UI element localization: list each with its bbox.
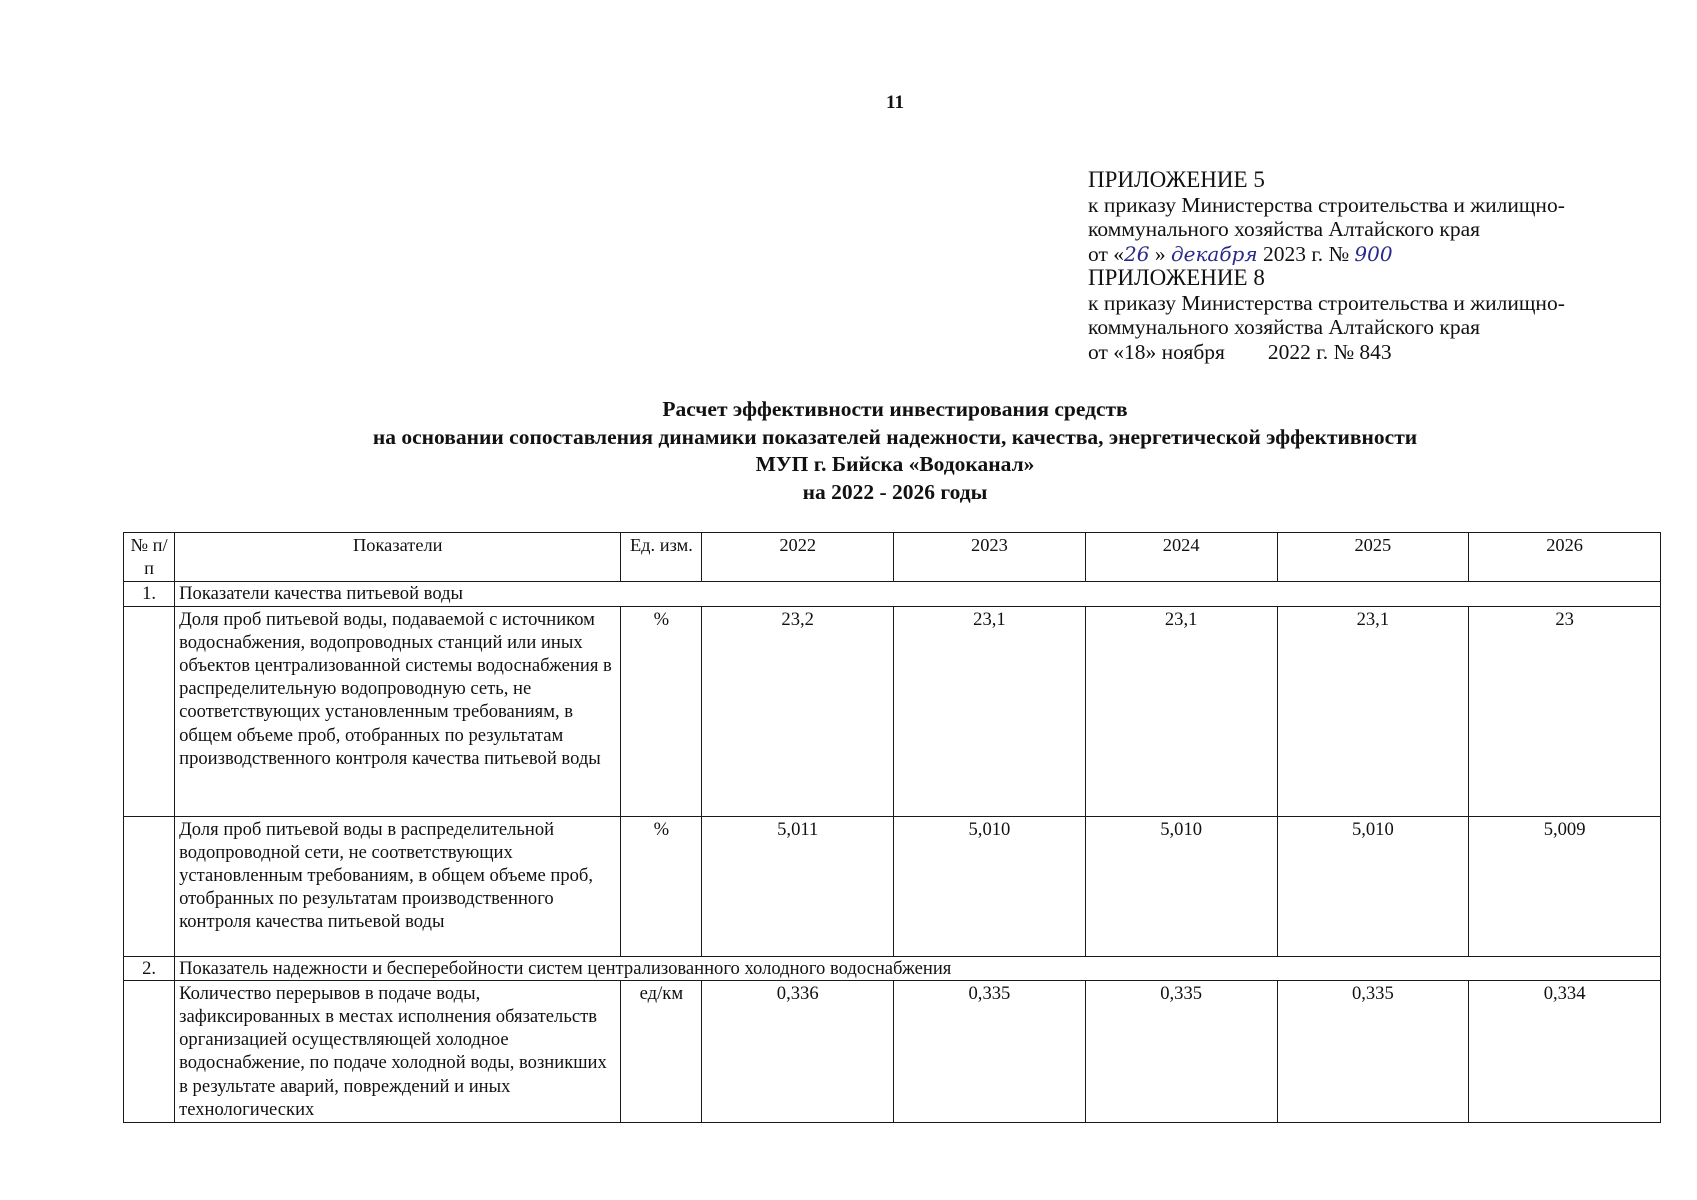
section-title: Показатель надежности и бесперебойности систем централизованного холодного водоснабжения (175, 956, 1661, 980)
value-2025: 23,1 (1277, 606, 1469, 816)
annex5-month-sep: » (1154, 241, 1166, 266)
indicator-unit: ед/км (621, 980, 702, 1122)
indicator-unit: % (621, 816, 702, 956)
title-line-1: Расчет эффективности инвестирования средств (662, 397, 1128, 421)
value-2022: 23,2 (702, 606, 894, 816)
annex5-date-prefix: от « (1088, 241, 1124, 266)
annex5-number-handwritten: 900 (1354, 241, 1393, 266)
value-2026: 5,009 (1469, 816, 1661, 956)
value-2024: 23,1 (1085, 606, 1277, 816)
annex5-order-line2: коммунального хозяйства Алтайского края (1088, 217, 1481, 241)
table-header-row (124, 533, 1661, 582)
row-number-empty (124, 980, 175, 1122)
header-unit: Ед. изм. (621, 533, 702, 582)
annex5-month-handwritten: декабря (1170, 241, 1258, 266)
row-number-empty (124, 816, 175, 956)
annex5-order-line1: к приказу Министерства строительства и жилищно- (1088, 192, 1565, 217)
title-line-2: на основании сопоставления динамики показателей надежности, качества, энергетической эффективности (372, 424, 1418, 449)
table-row (124, 980, 1661, 1122)
header-year-2024: 2024 (1085, 533, 1277, 582)
indicator-name: Количество перерывов в подаче воды, зафиксированных в местах исполнения обязательств организацией осуществляющей холодное водоснабжение, по подаче холодной воды, возникших в результате аварий, повреждений и иных технологических (175, 980, 621, 1122)
annex5-title: ПРИЛОЖЕНИЕ 5 (1088, 167, 1265, 192)
value-2022: 5,011 (702, 816, 894, 956)
section-number: 1. (124, 582, 175, 606)
header-name: Показатели (175, 533, 621, 582)
annex8-order-line1: к приказу Министерства строительства и жилищно- (1088, 290, 1565, 315)
indicators-table (123, 532, 1661, 1123)
annex8-title: ПРИЛОЖЕНИЕ 8 (1088, 265, 1265, 290)
header-year-2025: 2025 (1277, 533, 1469, 582)
value-2025: 0,335 (1277, 980, 1469, 1122)
title-line-4: на 2022 - 2026 годы (802, 479, 988, 504)
value-2024: 5,010 (1085, 816, 1277, 956)
section-number: 2. (124, 956, 175, 980)
indicator-name: Доля проб питьевой воды в распределительной водопроводной сети, не соответствующих установленным требованиям, в общем объеме проб, отобранных по результатам производственного контроля качества питьевой воды (175, 816, 621, 956)
header-year-2026: 2026 (1469, 533, 1661, 582)
header-num: № п/п (124, 533, 175, 582)
value-2023: 23,1 (894, 606, 1086, 816)
section-title: Показатели качества питьевой воды (175, 582, 1661, 606)
document-title (0, 396, 1697, 506)
annex8-order-line2: коммунального хозяйства Алтайского края (1088, 315, 1481, 339)
value-2026: 23 (1469, 606, 1661, 816)
row-number-empty (124, 606, 175, 816)
value-2022: 0,336 (702, 980, 894, 1122)
table-row (124, 606, 1661, 816)
annex8-date-line: от «18» ноября 2022 г. № 843 (1088, 339, 1392, 364)
table-row (124, 816, 1661, 956)
indicator-unit: % (621, 606, 702, 816)
annex5-date-line (1088, 242, 1565, 267)
value-2025: 5,010 (1277, 816, 1469, 956)
title-line-3: МУП г. Бийска «Водоканал» (755, 452, 1035, 476)
value-2024: 0,335 (1085, 980, 1277, 1122)
header-year-2022: 2022 (702, 533, 894, 582)
value-2026: 0,334 (1469, 980, 1661, 1122)
header-year-2023: 2023 (894, 533, 1086, 582)
annex-stamp (1088, 168, 1565, 364)
value-2023: 5,010 (894, 816, 1086, 956)
section-row (124, 582, 1661, 606)
page-number: 11 (886, 92, 904, 113)
annex5-day-handwritten: 26 (1124, 241, 1150, 266)
section-row (124, 956, 1661, 980)
value-2023: 0,335 (894, 980, 1086, 1122)
annex5-year: 2023 г. № (1262, 241, 1350, 266)
indicator-name: Доля проб питьевой воды, подаваемой с источником водоснабжения, водопроводных станций или иных объектов централизованной системы водоснабжения в распределительную водопроводную сеть, не соответствующих установленным требованиям, в общем объеме проб, отобранных по результатам производственного контроля качества питьевой воды (175, 606, 621, 816)
